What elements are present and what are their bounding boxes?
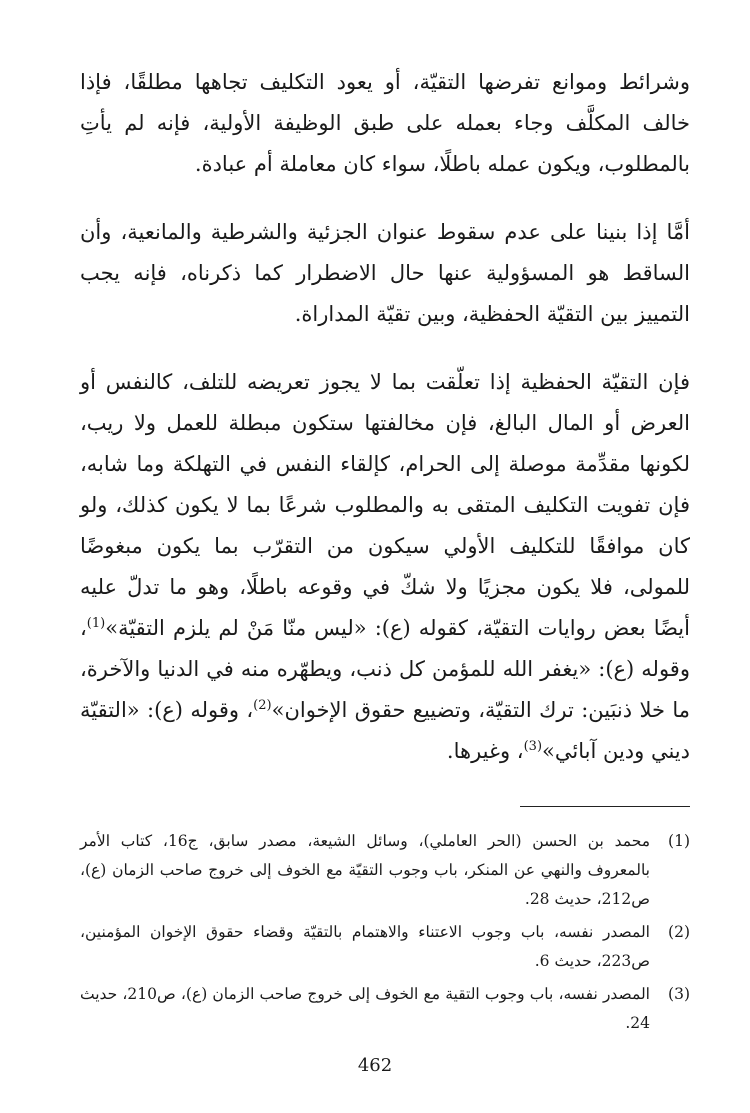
footnote-1 xyxy=(80,827,690,914)
footnotes xyxy=(80,827,690,1038)
paragraph-3-part-c: ، وقوله (ع): «التقيّة ديني ودين آبائي» xyxy=(80,698,690,763)
paragraph-2: أمَّا إذا بنينا على عدم سقوط عنوان الجزئية والشرطية والمانعية، وأن الساقط هو المسؤولية عنها حال الاضطرار كما ذكرناه، فإنه يجب التمييز بين التقيّة الحفظية، وبين تقيّة المداراة. xyxy=(80,220,690,326)
footnote-ref-3: (3) xyxy=(523,739,543,754)
footnote-divider xyxy=(520,806,690,807)
footnote-number: (2) xyxy=(668,923,690,941)
paragraph-1: وشرائط وموانع تفرضها التقيّة، أو يعود التكليف تجاهها مطلقًا، فإذا خالف المكلَّف وجاء بعمله على طبق الوظيفة الأولية، فإنه لم يأتِ بالمطلوب، ويكون عمله باطلًا، سواء كان معاملة أم عبادة. xyxy=(80,70,690,176)
footnote-text: المصدر نفسه، باب وجوب التقية مع الخوف إلى خروج صاحب الزمان (ع)، ص210، حديث 24. xyxy=(80,985,650,1032)
footnote-number: (1) xyxy=(668,832,690,850)
footnote-text: محمد بن الحسن (الحر العاملي)، وسائل الشيعة، مصدر سابق، ج16، كتاب الأمر بالمعروف والنهي عن المنكر، باب وجوب التقيّة مع الخوف إلى خروج صاحب الزمان (ع)، ص212، حديث 28. xyxy=(80,832,650,908)
page-number: 462 xyxy=(357,1055,393,1076)
footnote-number: (3) xyxy=(668,985,690,1003)
footnote-ref-2: (2) xyxy=(253,698,272,713)
footnote-ref-1: (1) xyxy=(86,616,106,631)
page-content xyxy=(80,62,690,1042)
paragraph-3 xyxy=(80,362,690,772)
paragraph-3-part-b: ، وقوله (ع): «يغفر الله للمؤمن كل ذنب، ويطهّره منه في الدنيا والآخرة، ما خلا ذنبَين: ترك التقيّة، وتضييع حقوق الإخوان» xyxy=(80,616,690,722)
footnote-3 xyxy=(80,980,690,1038)
footnote-2 xyxy=(80,918,690,976)
paragraph-3-part-d: ، وغيرها. xyxy=(446,739,524,763)
paragraph-3-part-a: فإن التقيّة الحفظية إذا تعلّقت بما لا يجوز تعريضه للتلف، كالنفس أو العرض أو المال البالغ، فإن مخالفتها ستكون مبطلة للعمل ولا ريب، لكونها مقدِّمة موصلة إلى الحرام، كإلقاء النفس في التهلكة وما شابه، فإن تفويت التكليف المتقى به والمطلوب شرعًا بما لا يكون كذلك، ولو كان موافقًا للتكليف الأولي سيكون من التقرّب بما يكون مبغوضًا للمولى، فلا يكون مجزيًا ولا شكّ في وقوعه باطلًا، وهو ما تدلّ عليه أيضًا بعض روايات التقيّة، كقوله (ع): «ليس منّا مَنْ لم يلزم التقيّة» xyxy=(80,370,690,640)
footnote-text: المصدر نفسه، باب وجوب الاعتناء والاهتمام بالتقيّة وقضاء حقوق الإخوان المؤمنين، ص223، حديث 6. xyxy=(80,923,650,970)
